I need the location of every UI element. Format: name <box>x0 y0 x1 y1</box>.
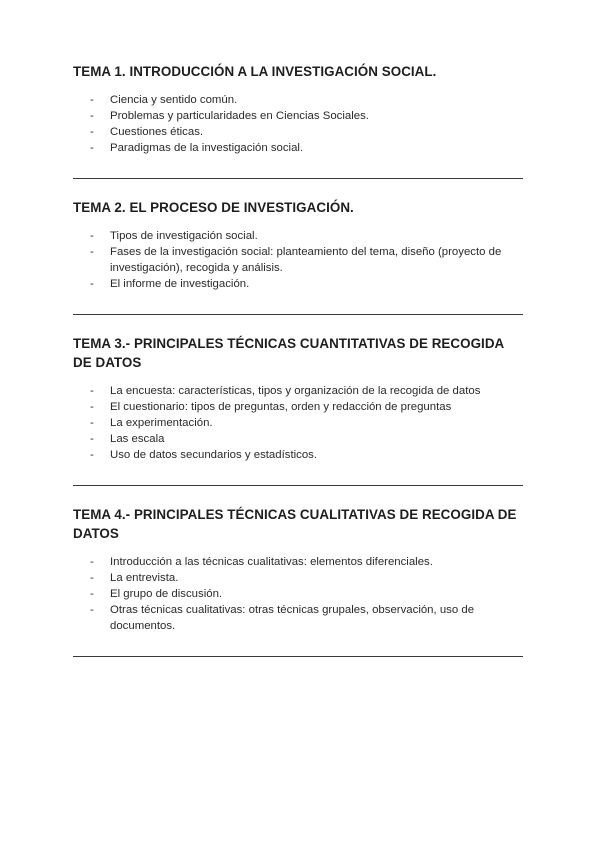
list-item <box>73 399 523 415</box>
dash-marker: - <box>90 230 94 242</box>
section-title: TEMA 1. INTRODUCCIÓN A LA INVESTIGACIÓN SOCIAL. <box>73 64 437 79</box>
list-item <box>73 447 523 463</box>
dash-marker: - <box>90 142 94 154</box>
list-item <box>73 570 523 586</box>
divider <box>73 178 523 179</box>
section-tema-3 <box>73 334 523 463</box>
dash-marker: - <box>90 449 94 461</box>
dash-marker: - <box>90 433 94 445</box>
list-item-text: La experimentación. <box>110 417 213 429</box>
section-tema-1 <box>73 62 523 156</box>
dash-marker: - <box>90 572 94 584</box>
section-title: TEMA 3.- PRINCIPALES TÉCNICAS CUANTITATIVAS DE RECOGIDA DE DATOS <box>73 336 504 370</box>
list-item-text: Otras técnicas cualitativas: otras técnicas grupales, observación, uso de documentos. <box>110 604 475 632</box>
list-item-text: El informe de investigación. <box>110 278 250 290</box>
dash-marker: - <box>90 385 94 397</box>
list-item-text: La encuesta: características, tipos y organización de la recogida de datos <box>110 385 481 397</box>
list-item <box>73 586 523 602</box>
topic-list <box>73 92 523 156</box>
list-item-text: Ciencia y sentido común. <box>110 94 238 106</box>
section-title: TEMA 2. EL PROCESO DE INVESTIGACIÓN. <box>73 200 354 215</box>
list-item <box>73 228 523 244</box>
list-item-text: El cuestionario: tipos de preguntas, orden y redacción de preguntas <box>110 401 452 413</box>
divider <box>73 314 523 315</box>
section-tema-2 <box>73 198 523 292</box>
list-item-text: Introducción a las técnicas cualitativas: elementos diferenciales. <box>110 556 433 568</box>
list-item-text: Tipos de investigación social. <box>110 230 258 242</box>
list-item <box>73 554 523 570</box>
list-item <box>73 602 523 634</box>
list-item <box>73 415 523 431</box>
list-item-text: El grupo de discusión. <box>110 588 223 600</box>
list-item <box>73 124 523 140</box>
dash-marker: - <box>90 401 94 413</box>
divider <box>73 485 523 486</box>
list-item <box>73 431 523 447</box>
list-item-text: Las escala <box>110 433 165 445</box>
topic-list <box>73 228 523 292</box>
dash-marker: - <box>90 94 94 106</box>
dash-marker: - <box>90 604 94 616</box>
list-item-text: Fases de la investigación social: planteamiento del tema, diseño (proyecto de investigación), recogida y análisis. <box>110 246 502 274</box>
topic-list <box>73 554 523 634</box>
section-title: TEMA 4.- PRINCIPALES TÉCNICAS CUALITATIVAS DE RECOGIDA DE DATOS <box>73 507 517 541</box>
list-item <box>73 140 523 156</box>
section-tema-4 <box>73 505 523 634</box>
list-item <box>73 108 523 124</box>
list-item <box>73 92 523 108</box>
list-item-text: Cuestiones éticas. <box>110 126 204 138</box>
dash-marker: - <box>90 246 94 258</box>
list-item-text: Paradigmas de la investigación social. <box>110 142 304 154</box>
dash-marker: - <box>90 588 94 600</box>
list-item <box>73 383 523 399</box>
list-item-text: Uso de datos secundarios y estadísticos. <box>110 449 318 461</box>
list-item-text: Problemas y particularidades en Ciencias Sociales. <box>110 110 369 122</box>
list-item <box>73 276 523 292</box>
dash-marker: - <box>90 417 94 429</box>
list-item-text: La entrevista. <box>110 572 179 584</box>
list-item <box>73 244 523 276</box>
document-page <box>73 62 523 676</box>
dash-marker: - <box>90 556 94 568</box>
divider <box>73 656 523 657</box>
dash-marker: - <box>90 110 94 122</box>
dash-marker: - <box>90 126 94 138</box>
dash-marker: - <box>90 278 94 290</box>
topic-list <box>73 383 523 463</box>
